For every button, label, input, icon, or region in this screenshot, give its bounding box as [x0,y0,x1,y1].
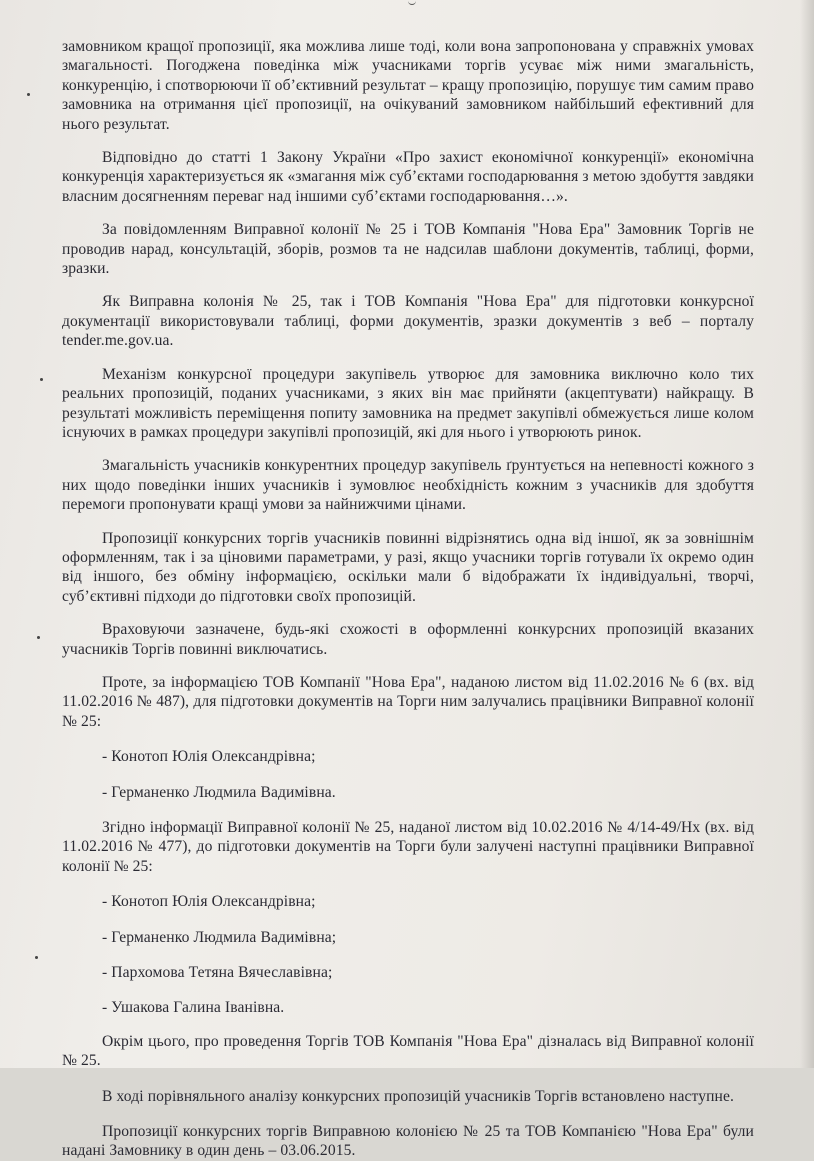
list-item: - Пархомова Тетяна Вячеславівна; [102,964,333,982]
document-body [62,37,754,1161]
paragraph: Окрім цього, про проведення Торгів ТОВ Компанія "Нова Ера" дізналась від Виправної колонії № 25. [62,1032,754,1070]
scan-speck [35,956,38,959]
list-item: - Германенко Людмила Вадимівна. [102,783,336,801]
list-item: - Конотоп Юлія Олександрівна; [102,893,316,911]
scan-speck [40,378,43,381]
page-edge-shadow [800,0,814,1068]
list-item: - Конотоп Юлія Олександрівна; [102,748,316,766]
paragraph: Механізм конкурсної процедури закупівель утворює для замовника виключно коло тих реальних пропозицій, поданих учасниками, з яких він має прийняти (акцептувати) найкращу. В результаті можливість переміщення попиту замовника на предмет закупівлі обмежується лише колом існуючих в рамках процедури закупівлі пропозицій, які для нього і утворюють ринок. [62,365,754,441]
list-item: - Германенко Людмила Вадимівна; [102,928,337,946]
page-number-mark [408,0,416,5]
paragraph: замовником кращої пропозиції, яка можлива лише тоді, коли вона запропонована у справжніх умовах змагальності. Погоджена поведінка між учасниками торгів усуває між ними змагальність, конкуренцію, і спотворюючи її об’єктивний результат – кращу пропозицію, порушує тим самим право замовника на отримання цієї пропозиції, на очікуваний замовником найбільший ефективний для нього результат. [62,38,754,133]
paragraph: Змагальність учасників конкурентних процедур закупівель ґрунтується на непевності кожного з них щодо поведінки інших учасників і зумовлює необхідність кожним з учасників для здобуття перемоги пропонувати кращі умови за найнижчими цінами. [62,457,754,514]
scan-speck [27,93,30,96]
paragraph: Відповідно до статті 1 Закону України «Про захист економічної конкуренції» економічна конкуренція характеризується як «змагання між суб’єктами господарювання з метою здобуття завдяки власним досягненням переваг над іншими суб’єктами господарювання…». [62,149,754,205]
paragraph: Згідно інформації Виправної колонії № 25, наданої листом від 10.02.2016 № 4/14-49/Нх (вх. від 11.02.2016 № 477), до підготовки документів на Торги були залучені наступні працівники Виправної колонії № 25: [62,819,754,875]
list-item: - Ушакова Галина Іванівна. [102,999,285,1017]
paragraph: Проте, за інформацією ТОВ Компанії "Нова Ера", наданою листом від 11.02.2016 № 6 (вх. від 11.02.2016 № 487), для підготовки документів на Торги ним залучались працівники Виправної колонії № 25: [62,673,754,730]
scan-speck [37,636,40,639]
paragraph: Пропозиції конкурсних торгів Виправною колонією № 25 та ТОВ Компанією "Нова Ера" були надані Замовнику в один день – 03.06.2015. [62,1123,754,1160]
paragraph: За повідомленням Виправної колонії № 25 і ТОВ Компанія "Нова Ера" Замовник Торгів не проводив нарад, консультацій, зборів, розмов та не надсилав шаблони документів, таблиці, форми, зразки. [62,221,754,278]
paragraph: Враховуючи зазначене, будь-які схожості в оформленні конкурсних пропозицій вказаних учасників Торгів повинні виключатись. [62,621,754,658]
paragraph: Як Виправна колонія № 25, так і ТОВ Компанія "Нова Ера" для підготовки конкурсної документації використовували таблиці, форми документів, зразки документів з веб – порталу tender.me.gov.ua. [62,293,754,350]
paragraph: В ході порівняльного аналізу конкурсних пропозицій учасників Торгів встановлено наступне. [102,1087,735,1105]
paragraph: Пропозиції конкурсних торгів учасників повинні відрізнятись одна від іншої, як за зовнішнім оформленням, так і за ціновими параметрами, у разі, якщо учасники торгів готували їх окремо один від іншого, без обміну інформацією, оскільки мали б відображати їх індивідуальні, творчі, суб’єктивні підходи до підготовки своїх пропозицій. [62,529,754,605]
